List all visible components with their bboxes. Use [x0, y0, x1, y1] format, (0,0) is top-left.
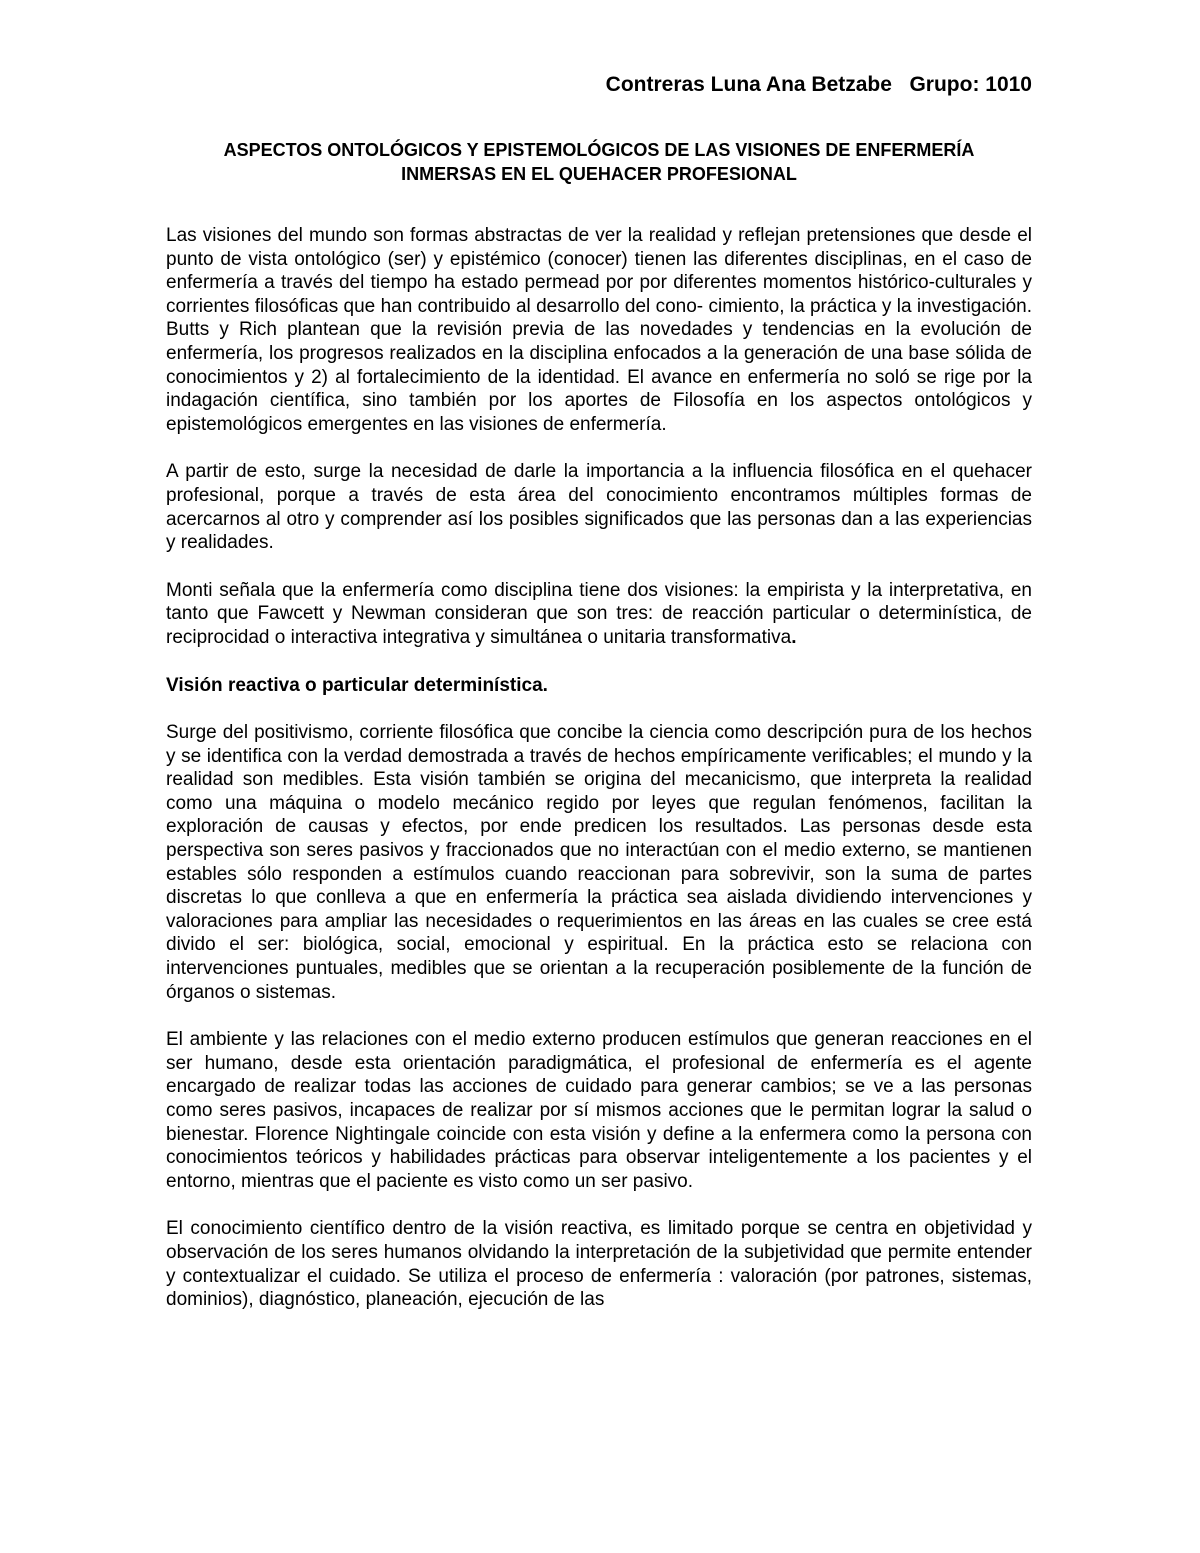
paragraph-5: El ambiente y las relaciones con el medio externo producen estímulos que generan reacciones en el ser humano, desde esta orientación paradigmática, el profesional de enfermería es el agente encargado de realizar todas las acciones de cuidado para generar cambios; se ve a las personas como seres pasivos, incapaces de realizar por sí mismos acciones que le permitan lograr la salud o bienestar. Florence Nightingale coincide con esta visión y define a la enfermera como la persona con conocimientos teóricos y habilidades prácticas para observar inteligentemente a los pacientes y el entorno, mientras que el paciente es visto como un ser pasivo. [166, 1029, 1032, 1192]
document-page [166, 70, 1032, 1336]
paragraph-6: El conocimiento científico dentro de la visión reactiva, es limitado porque se centra en objetividad y observación de los seres humanos olvidando la interpretación de la subjetividad que permite entender y contextualizar el cuidado. Se utiliza el proceso de enfermería : valoración (por patrones, sistemas, dominios), diagnóstico, planeación, ejecución de las [166, 1218, 1032, 1311]
author-name: Contreras Luna Ana Betzabe [605, 73, 892, 96]
title-line-2: INMERSAS EN EL QUEHACER PROFESIONAL [401, 164, 797, 184]
paragraph-2: A partir de esto, surge la necesidad de darle la importancia a la influencia filosófica en el quehacer profesional, porque a través de esta área del conocimiento encontramos múltiples formas de acercarnos al otro y comprender así los posibles significados que las personas dan a las experiencias y realidades. [166, 461, 1032, 554]
paragraph-3-text: Monti señala que la enfermería como disciplina tiene dos visiones: la empirista y la interpretativa, en tanto que Fawcett y Newman consideran que son tres: de reacción particular o determinística, de reciprocidad o interactiva integrativa y simultánea o unitaria transformativa [166, 579, 1032, 648]
paragraph-3-period: . [791, 626, 797, 648]
document-body [166, 224, 1032, 1312]
group-number: Grupo: 1010 [909, 73, 1032, 96]
author-header [166, 70, 1032, 100]
document-title [166, 138, 1032, 186]
paragraph-1: Las visiones del mundo son formas abstractas de ver la realidad y reflejan pretensiones que desde el punto de vista ontológico (ser) y epistémico (conocer) tienen las diferentes disciplinas, en el caso de enfermería a través del tiempo ha estado permead por por diferentes momentos histórico-culturales y corrientes filosóficas que han contribuido al desarrollo del cono- cimiento, la práctica y la investigación. Butts y Rich plantean que la revisión previa de las novedades y tendencias en la evolución de enfermería, los progresos realizados en la disciplina enfocados a la generación de una base sólida de conocimientos y 2) al fortalecimiento de la identidad. El avance en enfermería no soló se rige por la indagación científica, sino también por los aportes de Filosofía en los aspectos ontológicos y epistemológicos emergentes en las visiones de enfermería. [166, 225, 1032, 435]
section-heading: Visión reactiva o particular determinística. [166, 674, 548, 696]
paragraph-4: Surge del positivismo, corriente filosófica que concibe la ciencia como descripción pura de los hechos y se identifica con la verdad demostrada a través de hechos empíricamente verificables; el mundo y la realidad son medibles. Esta visión también se origina del mecanicismo, que interpreta la realidad como una máquina o modelo mecánico regido por leyes que regulan fenómenos, facilitan la exploración de causas y efectos, por ende predicen los resultados. Las personas desde esta perspectiva son seres pasivos y fraccionados que no interactúan con el medio externo, se mantienen estables sólo responden a estímulos cuando reaccionan para sobrevivir, son la suma de partes discretas lo que conlleva a que en enfermería la práctica sea aislada dividiendo intervenciones y valoraciones para ampliar las necesidades o requerimientos en las áreas en las cuales se cree está divido el ser: biológica, social, emocional y espiritual. En la práctica esto se relaciona con intervenciones puntuales, medibles que se orientan a la recuperación posiblemente de la función de órganos o sistemas. [166, 722, 1032, 1003]
paragraph-3 [166, 579, 1032, 650]
title-line-1: ASPECTOS ONTOLÓGICOS Y EPISTEMOLÓGICOS DE LAS VISIONES DE ENFERMERÍA [223, 140, 975, 160]
